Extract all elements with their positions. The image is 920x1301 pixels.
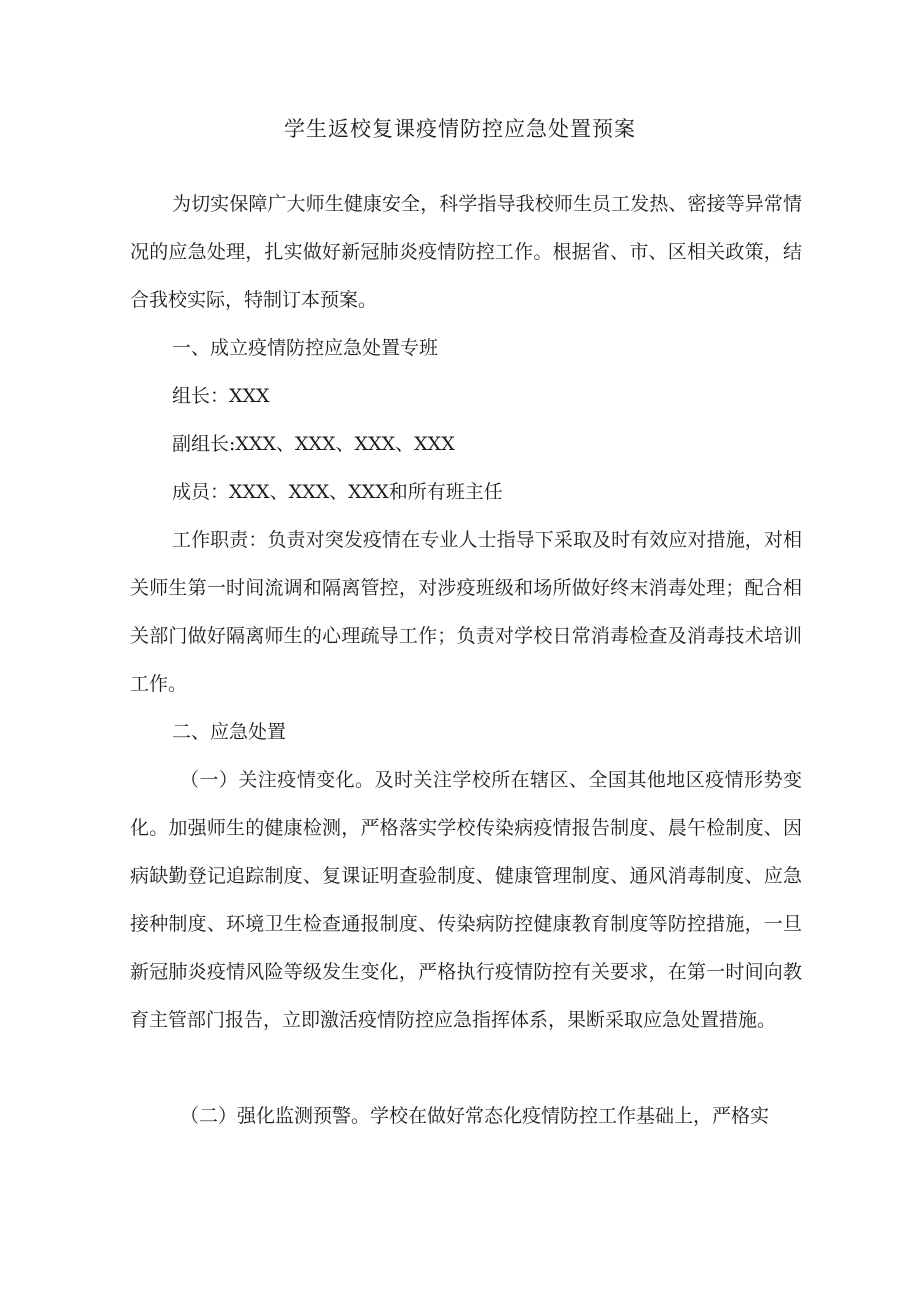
section1-heading: 一、成立疫情防控应急处置专班 bbox=[172, 337, 439, 359]
section2-heading: 二、应急处置 bbox=[172, 721, 287, 743]
leader-line: 组长：XXX bbox=[172, 385, 270, 407]
members-line: 成员：XXX、XXX、XXX和所有班主任 bbox=[172, 481, 503, 503]
document-title: 学生返校复课疫情防控应急处置预案 bbox=[284, 117, 636, 141]
duties-paragraph: 工作职责：负责对突发疫情在专业人士指导下采取及时有效应对措施，对相关师生第一时间流调和隔离管控，对涉疫班级和场所做好终末消毒处理；配合相关部门做好隔离师生的心理疏导工作；负责对学校日常消毒检查及消毒技术培训工作。 bbox=[130, 529, 802, 695]
intro-paragraph: 为切实保障广大师生健康安全，科学指导我校师生员工发热、密接等异常情况的应急处理，扎实做好新冠肺炎疫情防控工作。根据省、市、区相关政策，结合我校实际，特制订本预案。 bbox=[130, 193, 802, 311]
item2-paragraph: （二）强化监测预警。学校在做好常态化疫情防控工作基础上，严格实 bbox=[180, 1105, 770, 1127]
document-body bbox=[130, 180, 802, 1140]
item1-paragraph: （一）关注疫情变化。及时关注学校所在辖区、全国其他地区疫情形势变化。加强师生的健康检测，严格落实学校传染病疫情报告制度、晨午检制度、因病缺勤登记追踪制度、复课证明查验制度、健康管理制度、通风消毒制度、应急接种制度、环境卫生检查通报制度、传染病防控健康教育制度等防控措施，一旦新冠肺炎疫情风险等级发生变化，严格执行疫情防控有关要求，在第一时间向教育主管部门报告，立即激活疫情防控应急指挥体系，果断采取应急处置措施。 bbox=[130, 769, 802, 1031]
deputy-line: 副组长:XXX、XXX、XXX、XXX bbox=[172, 433, 455, 455]
